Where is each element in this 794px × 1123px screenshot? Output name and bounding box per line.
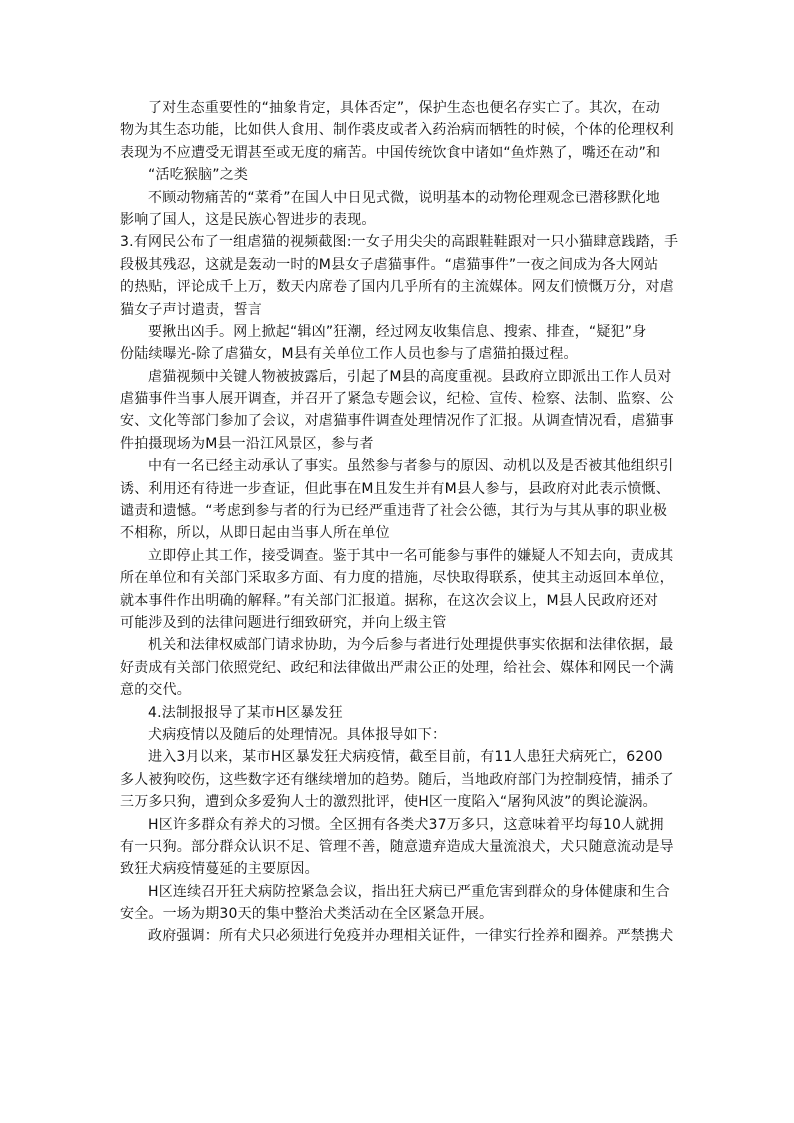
text-line: 好责成有关部门依照党纪、政纪和法律做出严肃公正的处理，给社会、媒体和网民一个满 xyxy=(120,659,674,676)
text-line: 致狂犬病疫情蔓延的主要原因。 xyxy=(120,861,319,878)
text-line: 三万多只狗，遭到众多爱狗人士的激烈批评，使H区一度陷入“屠狗风波”的舆论漩涡。 xyxy=(120,794,657,811)
text-line: 影响了国人，这是民族心智进步的表现。 xyxy=(120,211,376,228)
text-line: 进入3月以来，某市H区暴发狂犬病疫情，截至目前，有11人患狂犬病死亡，6200 xyxy=(148,749,663,766)
text-line: 的热贴，评论成千上万，数天内席卷了国内几乎所有的主流媒体。网友们愤慨万分，对虐 xyxy=(120,279,674,296)
text-line: 件拍摄现场为M县一沿江风景区，参与者 xyxy=(120,435,374,452)
text-line: 有一只狗。部分群众认识不足、管理不善，随意遗弃造成大量流浪犬，犬只随意流动是导 xyxy=(120,838,674,855)
text-line: 不相称，所以，从即日起由当事人所在单位 xyxy=(120,525,390,542)
text-line: 段极其残忍，这就是轰动一时的M县女子虐猫事件。“虐猫事件”一夜之间成为各大网站 xyxy=(120,256,659,273)
text-line: 虐猫视频中关键人物被披露后，引起了M县的高度重视。县政府立即派出工作人员对 xyxy=(148,368,672,385)
text-line: 要揪出凶手。网上掀起“辑凶”狂潮，经过网友收集信息、搜索、排查，“疑犯”身 xyxy=(148,323,647,340)
text-line: “活吃猴脑”之类 xyxy=(148,167,249,184)
text-line: 物为其生态功能，比如供人食用、制作裘皮或者入药治病而牺牲的时候，个体的伦理权利 xyxy=(120,122,674,139)
text-line: 就本事件作出明确的解释。”有关部门汇报道。据称，在这次会议上，M县人民政府还对 xyxy=(120,592,659,609)
text-line: 所在单位和有关部门采取多方面、有力度的措施，尽快取得联系，使其主动返回本单位， xyxy=(120,570,674,587)
text-line: 诱、利用还有待进一步查证，但此事在M且发生并有M县人参与，县政府对此表示愤慨、 xyxy=(120,480,670,497)
text-line: H区连续召开狂犬病防控紧急会议，指出狂犬病已严重危害到群众的身体健康和生合 xyxy=(148,883,670,900)
text-line: 犬病疫情以及随后的处理情况。具体报导如下： xyxy=(148,726,447,743)
text-line: H区许多群众有养犬的习惯。全区拥有各类犬37万多只，这意味着平均每10人就拥 xyxy=(148,816,664,833)
text-line: 多人被狗咬伤，这些数字还有继续增加的趋势。随后，当地政府部门为控制疫情，捕杀了 xyxy=(120,771,674,788)
text-line: 安、文化等部门参加了会议，对虐猫事件调查处理情况作了汇报。从调查情况看，虐猫事 xyxy=(120,413,674,430)
text-line: 表现为不应遭受无谓甚至或无度的痛苦。中国传统饮食中诸如“鱼炸熟了，嘴还在动”和 xyxy=(120,144,661,161)
text-line: 中有一名已经主动承认了事实。虽然参与者参与的原因、动机以及是否被其他组织引 xyxy=(148,458,674,475)
document-body xyxy=(120,97,680,948)
text-line: 机关和法律权威部门请求协助，为今后参与者进行处理提供事实依据和法律依据，最 xyxy=(148,637,674,654)
text-line: 立即停止其工作，接受调查。鉴于其中一名可能参与事件的嫌疑人不知去向，责成其 xyxy=(148,547,674,564)
text-line: 3.有网民公布了一组虐猫的视频截图:一女子用尖尖的高跟鞋鞋跟对一只小猫肆意践踏，手 xyxy=(120,234,679,251)
text-line: 政府强调：所有犬只必须进行免疫并办理相关证件，一律实行拴养和圈养。严禁携犬 xyxy=(148,928,674,945)
text-line: 可能涉及到的法律问题进行细致研究，并向上级主管 xyxy=(120,614,447,631)
text-line: 猫女子声讨遣责，誓言 xyxy=(120,301,262,318)
text-line: 安全。一场为期30天的集中整治犬类活动在全区紧急开展。 xyxy=(120,906,494,923)
text-line: 了对生态重要性的“抽象肯定，具体否定”，保护生态也便名存实亡了。其次，在动 xyxy=(148,100,660,116)
text-line: 份陆续曝光-除了虐猫女，M县有关单位工作人员也参与了虐猫拍摄过程。 xyxy=(120,346,578,363)
text-line: 意的交代。 xyxy=(120,682,191,699)
text-line: 4.法制报报导了某市H区暴发狂 xyxy=(148,704,343,721)
text-line: 虐猫事件当事人展开调查，并召开了紧急专题会议，纪检、宣传、检察、法制、监察、公 xyxy=(120,391,674,408)
text-line: 谴责和遗憾。“考虑到参与者的行为已经严重违背了社会公德，其行为与其从事的职业极 xyxy=(120,503,668,520)
text-line: 不顾动物痛苦的“菜肴”在国人中日见式微，说明基本的动物伦理观念已潜移默化地 xyxy=(148,189,660,206)
